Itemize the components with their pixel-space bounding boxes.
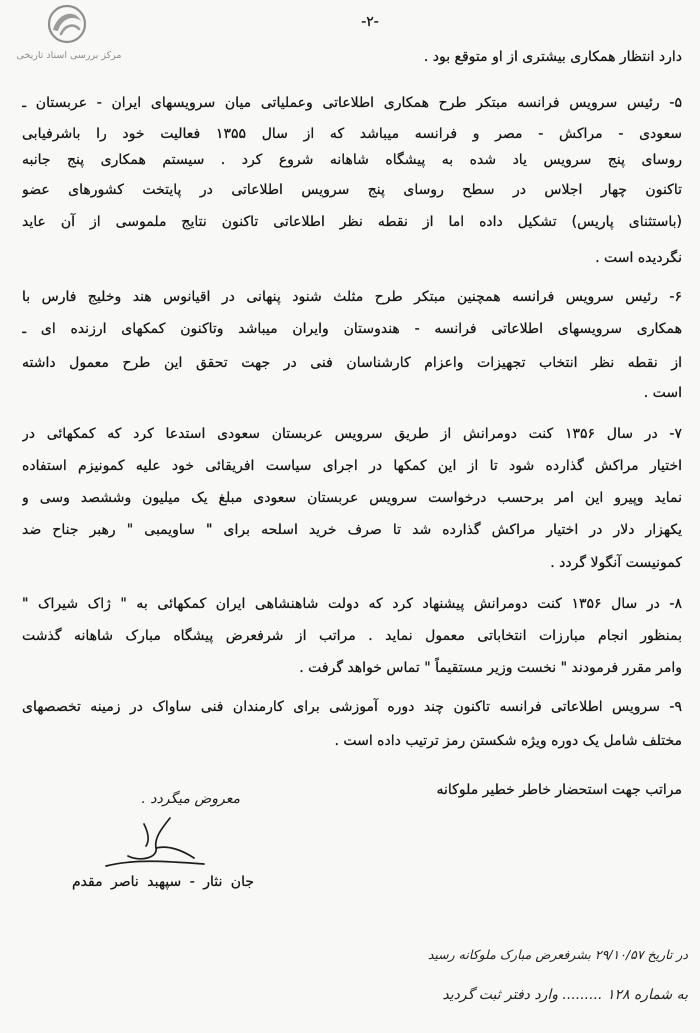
paragraph-line: ۶- رئیس سرویس فرانسه همچنین مبتکر طرح مثلث شنود پنهانی در اقیانوس هند وخلیج فارس با <box>22 289 682 305</box>
paragraph-line: کمونیست آنگولا گردد . <box>550 555 682 571</box>
handwritten-note-date: در تاریخ ۲۹/۱۰/۵۷ بشرفعرض مبارک ملوکانه رسید <box>427 947 688 962</box>
paragraph-line: است . <box>643 385 682 401</box>
paragraph-line: (باستثنای پاریس) تشکیل داده اما از نقطه نظر اطلاعاتی تاکنون نتایج ملموسی از آن عاید <box>22 214 682 230</box>
signature-scribble <box>92 812 212 872</box>
page-number: -۲- <box>361 14 379 30</box>
paragraph-line: وامر مقرر فرمودند " نخست وزیر مستقیماً " تماس خواهد گرفت . <box>299 660 682 676</box>
paragraph-line: نگردیده است . <box>595 250 682 266</box>
archive-emblem-icon <box>42 2 92 46</box>
paragraph-line: تاکنون چهار اجلاس در سطح روسای پنج سرویس اطلاعاتی در پایتخت کشورهای عضو <box>22 182 682 198</box>
paragraph-line: از نقطه نظر انتخاب تجهیزات واعزام کارشناسان فنی در جهت تحقق این طرح معمول داشته <box>22 355 682 371</box>
paragraph-line: بمنظور انجام مبارزات انتخاباتی معمول نماید . مراتب از شرفعرض پیشگاه مبارک شاهانه گذشت <box>22 628 682 644</box>
intro-line: دارد انتظار همکاری بیشتری از او متوقع بود . <box>423 49 682 65</box>
handwritten-note-registry: به شماره ۱۲۸ ......... وارد دفتر ثبت گردید <box>442 987 688 1003</box>
paragraph-line: مختلف شامل یک دوره ویژه شکستن رمز ترتیب داده است . <box>334 733 682 749</box>
closing-submission-line: مراتب جهت استحضار خاطر خطیر ملوکانه <box>436 782 682 798</box>
paragraph-line: ۵- رئیس سرویس فرانسه مبتکر طرح همکاری اطلاعاتی وعملیاتی میان سرویسهای ایران - عربستان ـ <box>22 95 682 111</box>
paragraph-line: روسای پنج سرویس یاد شده به پیشگاه شاهانه شروع کرد . سیستم همکاری پنج جانبه <box>22 152 682 168</box>
archive-logo-text: مرکز بررسی اسناد تاریخی <box>16 50 122 61</box>
paragraph-line: اختیار مراکش گذارده شود تا از این کمکها در اجرای سیاست افریقائی خود علیه کمونیزم استفاده <box>22 458 682 474</box>
paragraph-line: ۷- در سال ۱۳۵۶ کنت دومرانش از طریق سرویس عربستان سعودی استدعا کرد که کمکهائی در <box>22 426 682 442</box>
paragraph-line: همکاری سرویسهای اطلاعاتی فرانسه - هندوستان وایران میباشد وتاکنون کمکهای ارزنده ای ـ <box>22 321 682 337</box>
paragraph-line: ۸- در سال ۱۳۵۶ کنت دومرانش پیشنهاد کرد که دولت شاهنشاهی ایران کمکهائی به " ژاک شیراک " <box>22 596 682 612</box>
paragraph-line: سعودی - مراکش - مصر و فرانسه میباشد که از سال ۱۳۵۵ فعالیت خود را باشرفیابی <box>22 126 682 142</box>
closing-submission-tail: معروض میگردد . <box>141 791 240 807</box>
paragraph-line: نماید وپیرو این امر برحسب درخواست سرویس عربستان سعودی مبلغ یک میلیون وششصد وسی و <box>22 490 682 506</box>
paragraph-line: ۹- سرویس اطلاعاتی فرانسه تاکنون چند دوره آموزشی برای کارمندان فنی ساواک در زمینه تخصصهای <box>22 699 682 715</box>
paragraph-line: یکهزار دلار در اختیار مراکش گذارده شد تا صرف خرید اسلحه برای " ساویمبی " رهبر جناح ضد <box>22 522 682 538</box>
signatory-name: جان نثار - سپهبد ناصر مقدم <box>71 874 254 890</box>
